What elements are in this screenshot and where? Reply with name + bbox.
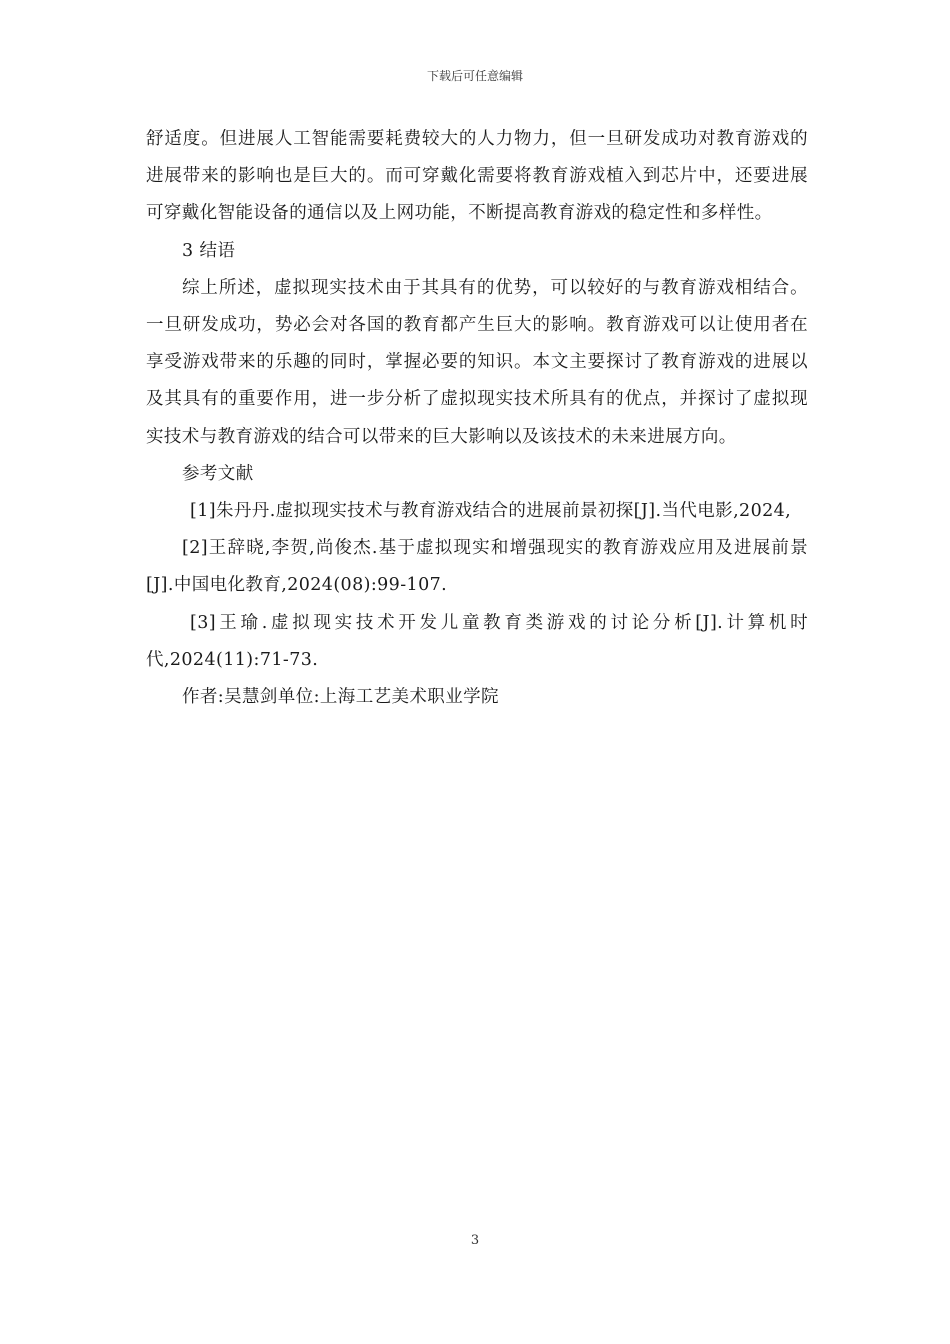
page-number: 3 xyxy=(470,1233,480,1248)
references-heading: 参考文献 xyxy=(182,463,254,484)
document-body xyxy=(146,121,808,716)
conclusion-paragraph: 综上所述，虚拟现实技术由于其具有的优势，可以较好的与教育游戏相结合。一旦研发成功，势必会对各国的教育都产生巨大的影响。教育游戏可以让使用者在享受游戏带来的乐趣的同时，掌握必要的知识。本文主要探讨了教育游戏的进展以及其具有的重要作用，进一步分析了虚拟现实技术所具有的优点，并探讨了虚拟现实技术与教育游戏的结合可以带来的巨大影响以及该技术的未来进展方向。 xyxy=(146,277,808,447)
reference-item-3: [3]王瑜.虚拟现实技术开发儿童教育类游戏的讨论分析[J].计算机时代,2024(11):71-73. xyxy=(146,612,808,670)
page-header: 下载后可任意编辑 xyxy=(426,69,523,83)
reference-item-1: [1]朱丹丹.虚拟现实技术与教育游戏结合的进展前景初探[J].当代电影,2024, xyxy=(190,501,792,522)
paragraph-continued: 舒适度。但进展人工智能需要耗费较大的人力物力，但一旦研发成功对教育游戏的进展带来的影响也是巨大的。而可穿戴化需要将教育游戏植入到芯片中，还要进展可穿戴化智能设备的通信以及上网功能，不断提高教育游戏的稳定性和多样性。 xyxy=(146,129,808,224)
reference-item-2: [2]王辞晓,李贺,尚俊杰.基于虚拟现实和增强现实的教育游戏应用及进展前景[J].中国电化教育,2024(08):99-107. xyxy=(146,538,808,596)
author-line: 作者:吴慧剑单位:上海工艺美术职业学院 xyxy=(182,687,499,708)
section-heading-conclusion: 3 结语 xyxy=(182,240,236,261)
